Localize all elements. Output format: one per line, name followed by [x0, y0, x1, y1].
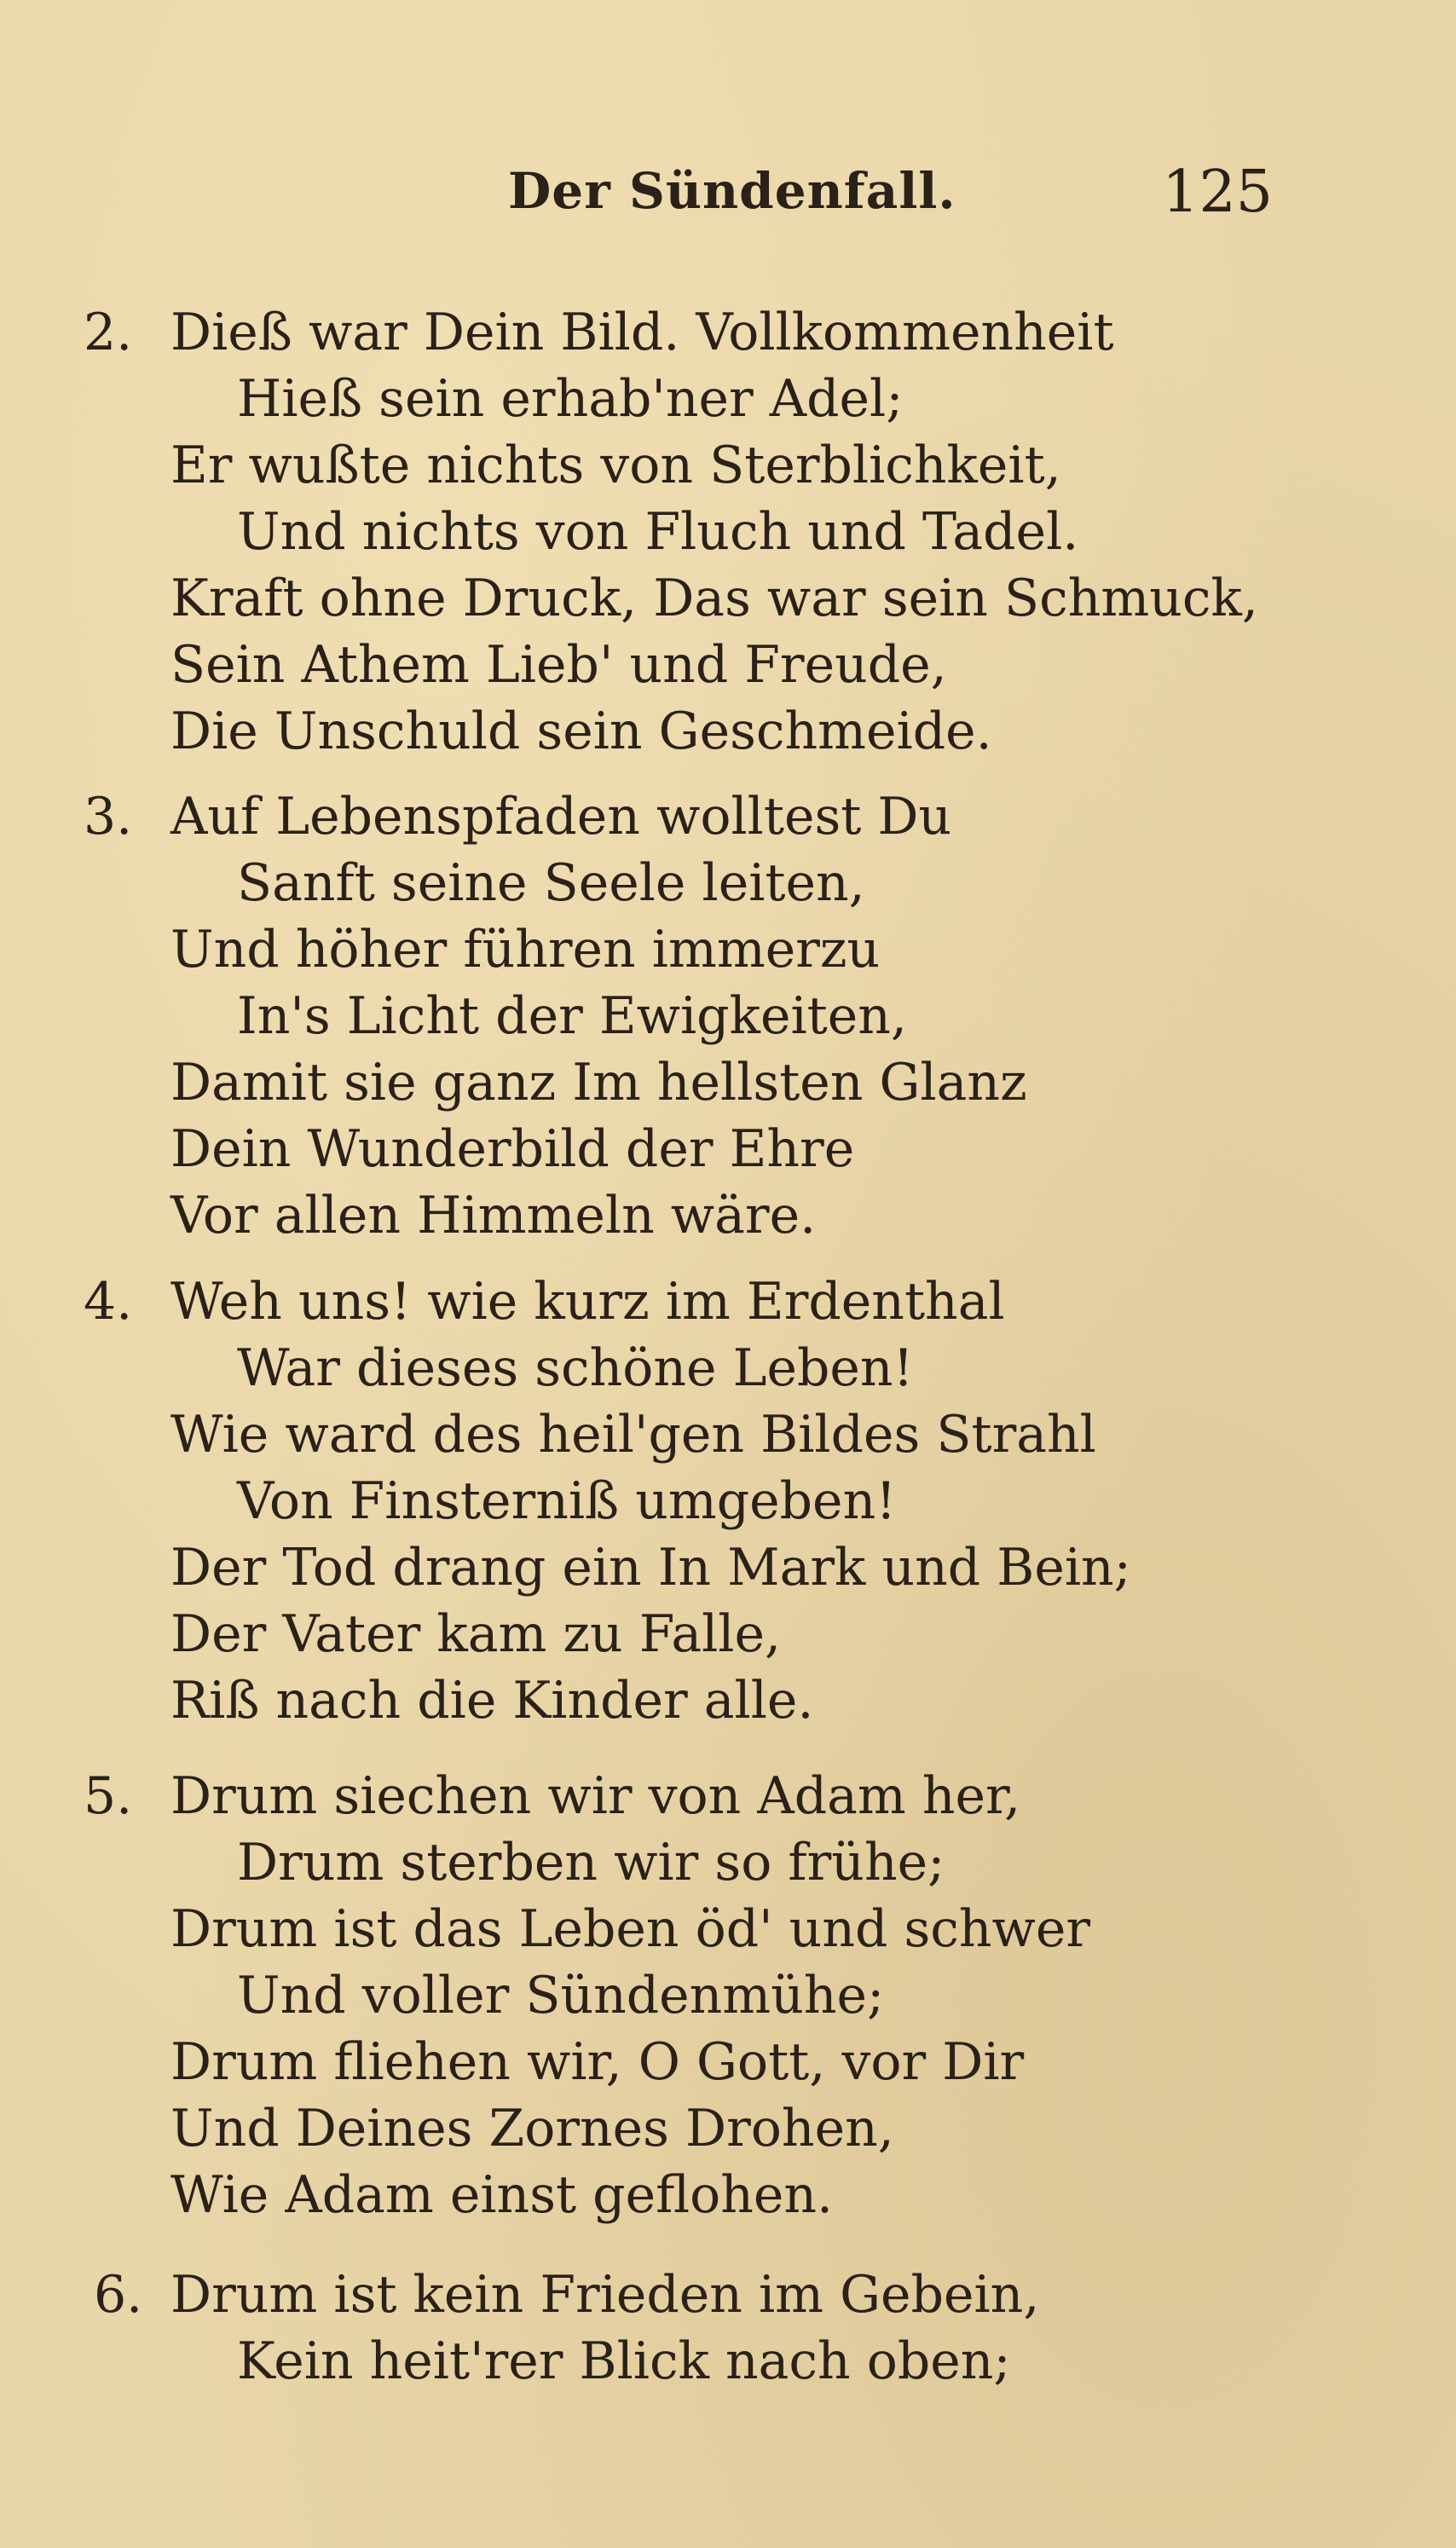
verse-line: Und voller Sündenmühe;: [237, 1966, 885, 2025]
verse-line: Und Deines Zornes Drohen,: [170, 2099, 894, 2158]
verse-line: Drum ist kein Frieden im Gebein,: [170, 2265, 1040, 2325]
verse-line: Dieß war Dein Bild. Vollkommenheit: [170, 303, 1114, 362]
verse-line: Drum ist das Leben öd' und schwer: [170, 1899, 1091, 1959]
verse-line: Auf Lebenspfaden wolltest Du: [170, 787, 952, 846]
verse-line: Und höher führen immerzu: [170, 920, 881, 979]
verse-line: Sanft seine Seele leiten,: [237, 853, 865, 913]
verse-line: Die Unschuld sein Geschmeide.: [170, 702, 992, 761]
verse-line: Riß nach die Kinder alle.: [170, 1671, 814, 1730]
verse-line: Der Vater kam zu Falle,: [170, 1604, 782, 1664]
verse-line: Er wußte nichts von Sterblichkeit,: [170, 436, 1061, 495]
verse-line: Drum fliehen wir, O Gott, vor Dir: [170, 2032, 1025, 2092]
verse-line: Wie ward des heil'gen Bildes Strahl: [170, 1405, 1096, 1465]
verse-line: Dein Wunderbild der Ehre: [170, 1119, 855, 1179]
stanza-number: 3.: [84, 787, 133, 846]
verse-line: Und nichts von Fluch und Tadel.: [237, 502, 1079, 562]
verse-line: In's Licht der Ewigkeiten,: [237, 986, 907, 1046]
verse-line: Kein heit'rer Blick nach oben;: [237, 2331, 1011, 2391]
stanza-number: 4.: [84, 1272, 133, 1332]
stanza-number: 6.: [94, 2265, 143, 2325]
verse-line: Der Tod drang ein In Mark und Bein;: [170, 1538, 1131, 1598]
verse-line: Sein Athem Lieb' und Freude,: [170, 635, 947, 695]
verse-line: Drum sterben wir so frühe;: [237, 1833, 945, 1892]
verse-line: Drum siechen wir von Adam her,: [170, 1766, 1021, 1826]
verse-line: Kraft ohne Druck, Das war sein Schmuck,: [170, 569, 1258, 628]
running-head: Der Sündenfall.: [508, 162, 956, 220]
verse-line: Vor allen Himmeln wäre.: [170, 1186, 817, 1245]
verse-line: War dieses schöne Leben!: [237, 1338, 914, 1398]
page-number: 125: [1162, 159, 1273, 226]
stanza-number: 2.: [84, 303, 133, 362]
verse-line: Damit sie ganz Im hellsten Glanz: [170, 1053, 1027, 1112]
verse-line: Hieß sein erhab'ner Adel;: [237, 369, 904, 429]
verse-line: Wie Adam einst geflohen.: [170, 2165, 834, 2225]
stanza-number: 5.: [84, 1766, 133, 1826]
verse-line: Weh uns! wie kurz im Erdenthal: [170, 1272, 1005, 1332]
verse-line: Von Finsterniß umgeben!: [237, 1471, 897, 1531]
